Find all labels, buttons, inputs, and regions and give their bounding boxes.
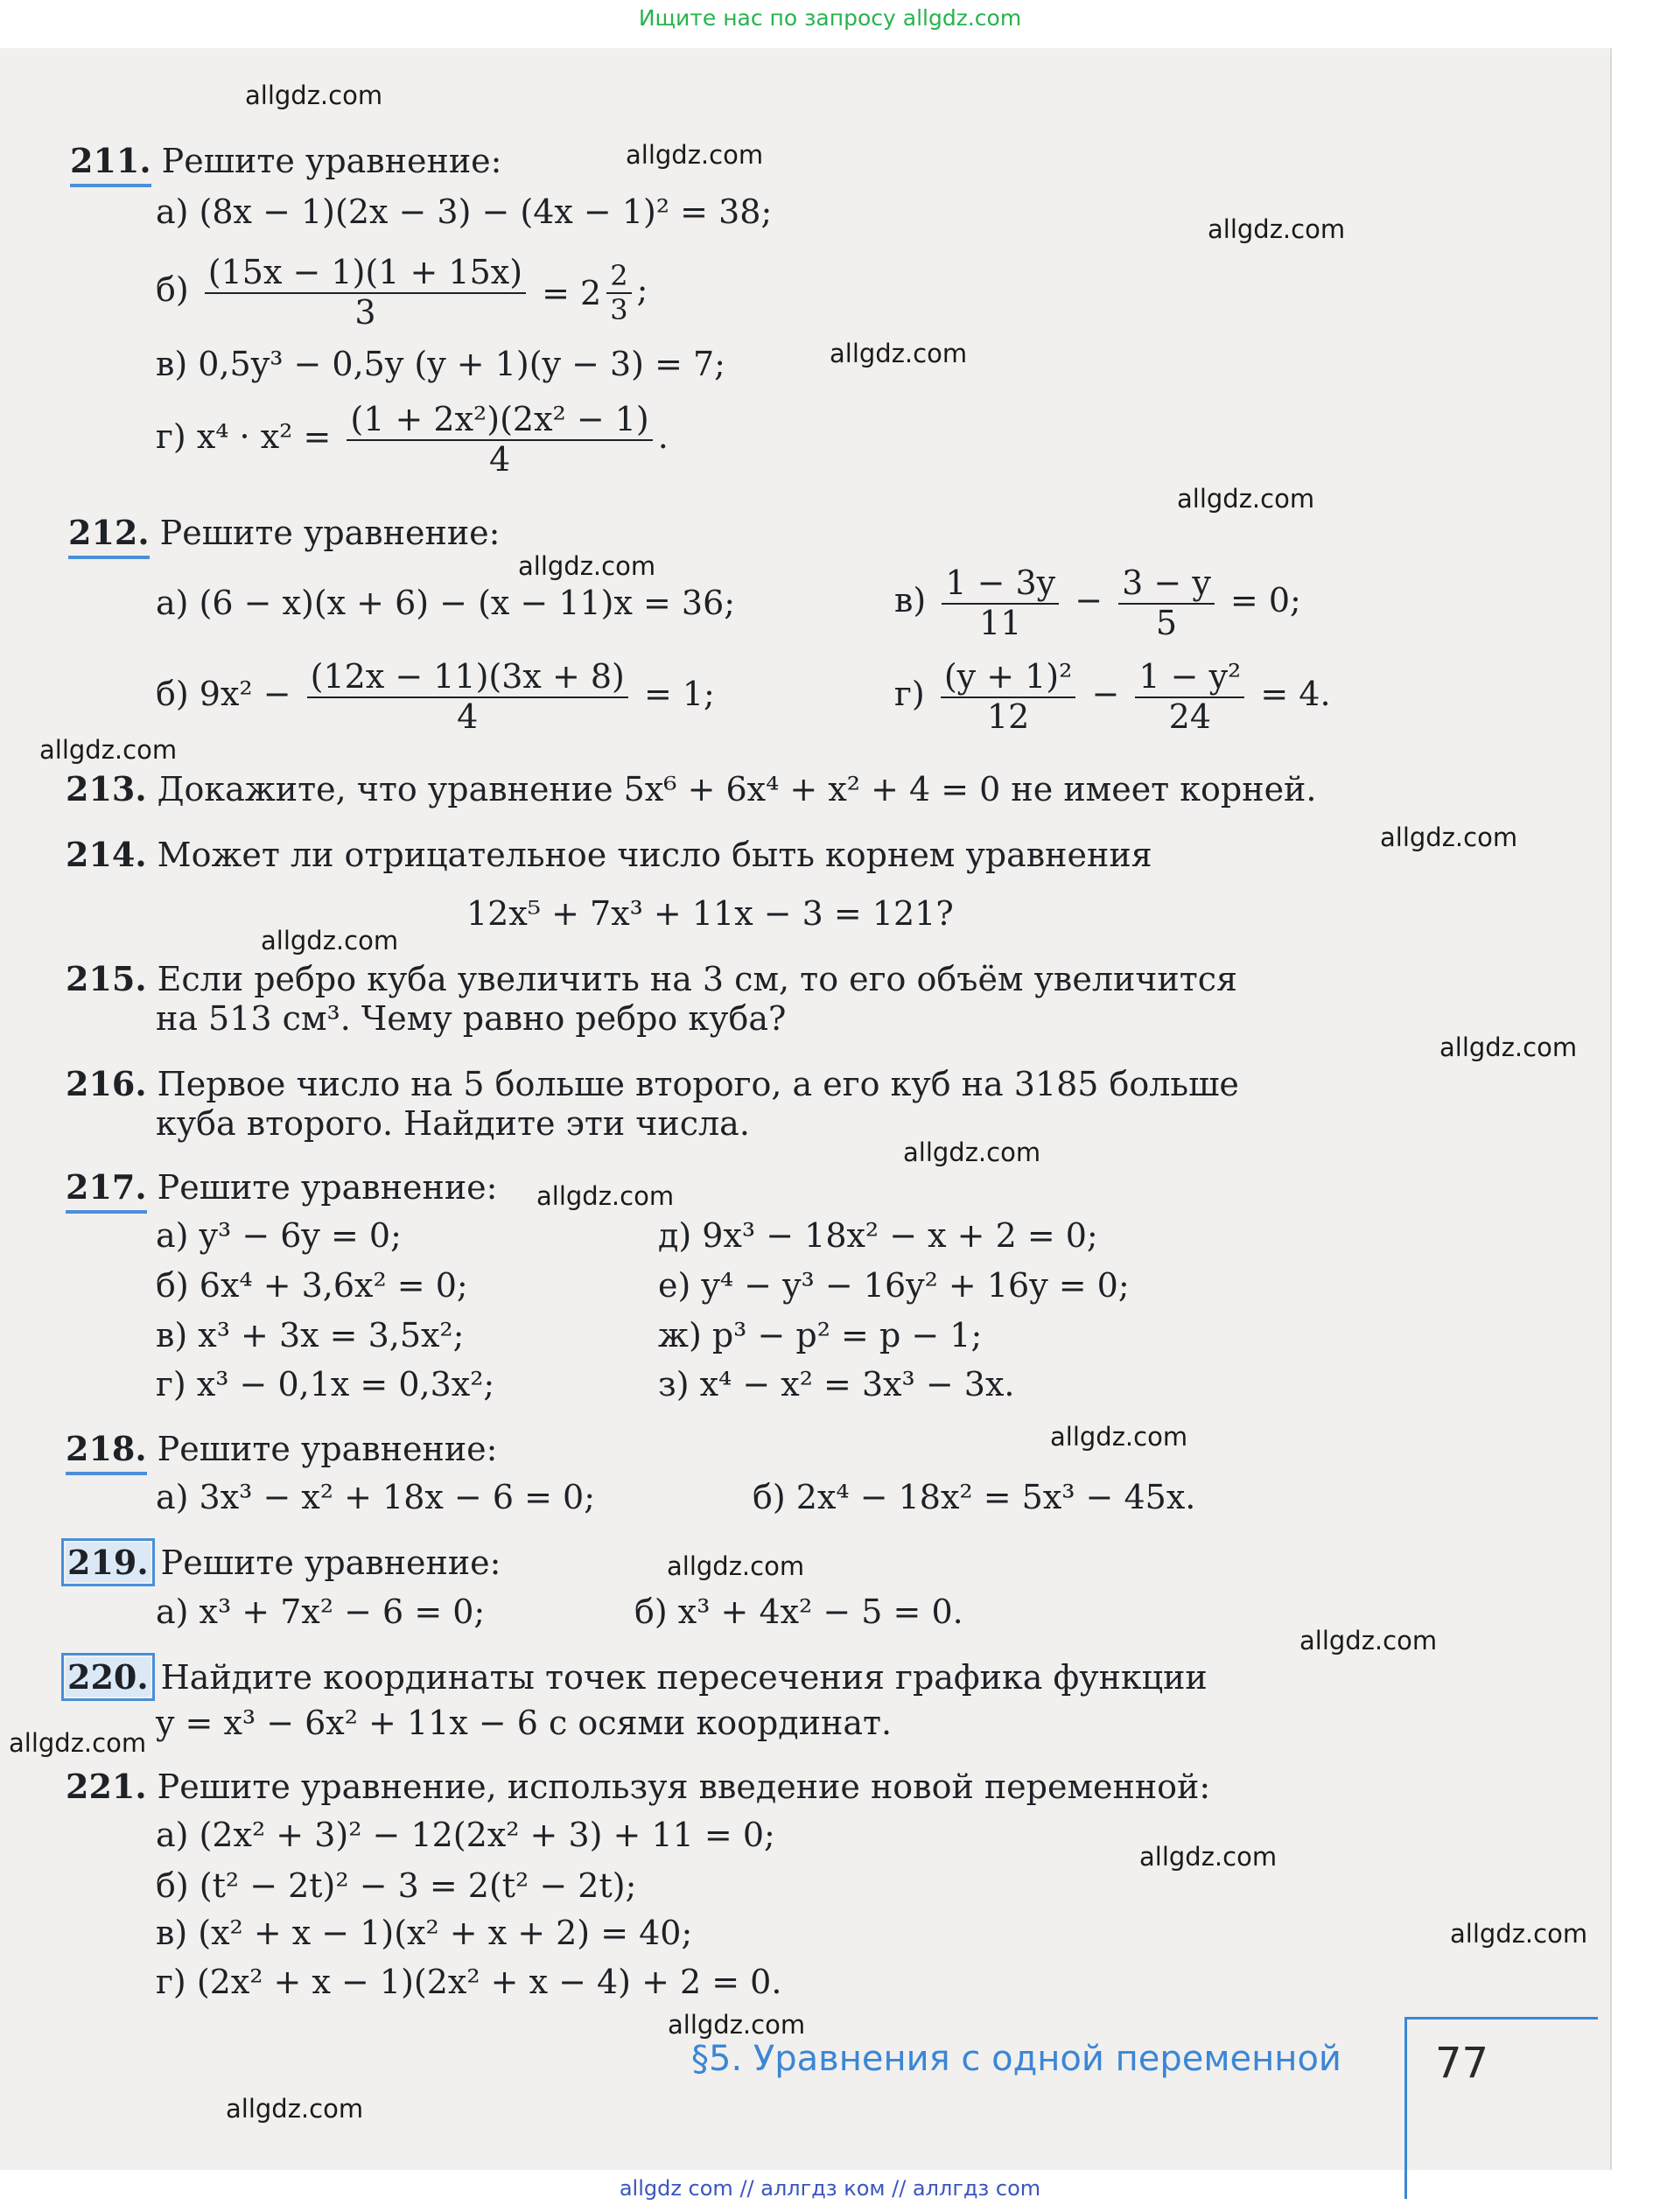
watermark: allgdz.com (830, 339, 968, 368)
mixed-number: = 2 $\frac{2}{3}$ (542, 260, 636, 326)
problem-217-g: г) x³ − 0,1x = 0,3x²; (156, 1365, 495, 1404)
watermark: allgdz.com (1139, 1842, 1278, 1872)
problem-number: 215. (66, 959, 147, 998)
watermark: allgdz.com (9, 1728, 147, 1758)
section-title: §5. Уравнения с одной переменной (691, 2039, 1341, 2079)
problem-number: 220. (67, 1657, 149, 1697)
problem-number: 219. (67, 1543, 149, 1582)
watermark: allgdz.com (1177, 484, 1315, 514)
problem-217-a: а) y³ − 6y = 0; (156, 1216, 402, 1255)
problem-217-e: е) y⁴ − y³ − 16y² + 16y = 0; (658, 1266, 1130, 1305)
problem-221-heading (66, 1767, 1211, 1806)
fraction: $\frac{1 - 3y}{11}$ (942, 564, 1059, 642)
problem-217-z: з) x⁴ − x² = 3x³ − 3x. (658, 1365, 1015, 1404)
page-number-frame (1404, 2017, 1598, 2199)
problem-218-b: б) 2x⁴ − 18x² = 5x³ − 45x. (753, 1478, 1196, 1516)
problem-216: 216. Первое число на 5 больше второго, а его куб на 3185 больше (66, 1064, 1239, 1103)
watermark: allgdz.com (39, 735, 178, 765)
watermark: allgdz.com (1439, 1032, 1578, 1062)
problem-220: 220. Найдите координаты точек пересечения графика функции (67, 1657, 1208, 1697)
problem-217-d: д) 9x³ − 18x² − x + 2 = 0; (658, 1216, 1098, 1255)
fraction: $\frac{\text{(y + 1)²}}{12}$ (941, 658, 1076, 736)
problem-number: 217. (66, 1167, 147, 1207)
problem-212-a: а) (6 − x)(x + 6) − (x − 11)x = 36; (156, 584, 736, 622)
problem-title: Решите уравнение: (157, 1430, 498, 1468)
problem-number: 221. (66, 1767, 147, 1806)
fraction: $\frac{\text{(1 + 2x²)(2x² − 1)}}{4}$ (347, 401, 652, 479)
watermark: allgdz.com (668, 2010, 806, 2040)
watermark: allgdz.com (1208, 214, 1346, 244)
watermark: allgdz.com (1450, 1919, 1588, 1949)
problem-212-g: г) $\frac{\text{(y + 1)²}}{12}$ − $\frac{\text{1 − y²}}{24}$ = 4. (894, 657, 1331, 736)
problem-215-line2: на 513 см³. Чему равно ребро куба? (156, 999, 787, 1038)
top-banner[interactable]: Ищите нас по запросу allgdz.com (638, 5, 1022, 31)
problem-number: 214. (66, 835, 147, 874)
problem-221-b: б) (t² − 2t)² − 3 = 2(t² − 2t); (156, 1866, 637, 1905)
problem-number: 213. (66, 769, 147, 808)
problem-221-v: в) (x² + x − 1)(x² + x + 2) = 40; (156, 1914, 693, 1952)
problem-218-heading (66, 1429, 498, 1468)
problem-211-a: а) (8x − 1)(2x − 3) − (4x − 1)² = 38; (156, 192, 773, 231)
fraction: $\frac{(15x - 1)(1 + 15x)}{3}$ (205, 254, 526, 332)
item-label: б) (156, 270, 189, 310)
problem-212-v: в) $\frac{1 - 3y}{11}$ − $\frac{3 - y}{5}$ = 0; (894, 564, 1301, 642)
watermark: allgdz.com (1299, 1626, 1438, 1656)
watermark: allgdz.com (1050, 1422, 1188, 1452)
page-number: 77 (1435, 2039, 1489, 2088)
problem-217-heading (66, 1167, 498, 1207)
watermark: allgdz.com (626, 140, 764, 170)
problem-220-line2: y = x³ − 6x² + 11x − 6 с осями координат. (156, 1704, 893, 1742)
problem-214: 214. Может ли отрицательное число быть корнем уравнения (66, 835, 1152, 874)
problem-217-zh: ж) p³ − p² = p − 1; (658, 1316, 983, 1354)
problem-211-heading (70, 141, 502, 180)
watermark: allgdz.com (903, 1138, 1041, 1167)
watermark: allgdz.com (261, 926, 399, 956)
problem-number: 212. (68, 513, 150, 552)
problem-number: 218. (66, 1429, 147, 1468)
problem-212-heading (68, 513, 501, 552)
problem-219-heading (66, 1543, 501, 1582)
problem-211-g: г) x⁴ · x² = $\frac{\text{(1 + 2x²)(2x² − 1)}}{4}$ . (156, 400, 669, 479)
watermark: allgdz.com (1380, 822, 1518, 852)
watermark: allgdz.com (245, 80, 383, 110)
problem-title: Решите уравнение: (159, 514, 501, 552)
watermark: allgdz.com (518, 551, 656, 581)
problem-number: 211. (70, 141, 151, 180)
problem-212-b: б) 9x² − $\frac{(12x - 11)(3x + 8)}{4}$ = 1; (156, 657, 715, 736)
problem-218-a: а) 3x³ − x² + 18x − 6 = 0; (156, 1478, 595, 1516)
problem-215: 215. Если ребро куба увеличить на 3 см, то его объём увеличится (66, 959, 1238, 998)
problem-title: Решите уравнение, используя введение новой переменной: (157, 1768, 1211, 1806)
problem-211-v: в) 0,5y³ − 0,5y (y + 1)(y − 3) = 7; (156, 345, 725, 383)
bottom-banner[interactable]: allgdz com // аллгдз ком // аллгдз com (619, 2176, 1041, 2201)
fraction: $\frac{(12x - 11)(3x + 8)}{4}$ (307, 658, 628, 736)
problem-211-b: б) $\frac{(15x - 1)(1 + 15x)}{3}$ = 2 $\frac{2}{3}$ ; (156, 253, 648, 332)
fraction: $\frac{\text{1 − y²}}{24}$ (1135, 658, 1244, 736)
problem-221-g: г) (2x² + x − 1)(2x² + x − 4) + 2 = 0. (156, 1963, 782, 2001)
watermark: allgdz.com (667, 1551, 805, 1581)
watermark: allgdz.com (226, 2094, 364, 2124)
problem-219-a: а) x³ + 7x² − 6 = 0; (156, 1592, 486, 1631)
problem-217-v: в) x³ + 3x = 3,5x²; (156, 1316, 465, 1354)
problem-title: Решите уравнение: (161, 142, 502, 180)
problem-216-line2: куба второго. Найдите эти числа. (156, 1104, 750, 1143)
problem-title: Решите уравнение: (160, 1544, 501, 1582)
problem-214-equation: 12x⁵ + 7x³ + 11x − 3 = 121? (466, 894, 954, 933)
problem-217-b: б) 6x⁴ + 3,6x² = 0; (156, 1266, 468, 1305)
problem-number: 216. (66, 1064, 147, 1103)
problem-213: 213. Докажите, что уравнение 5x⁶ + 6x⁴ + x² + 4 = 0 не имеет корней. (66, 769, 1317, 808)
problem-221-a: а) (2x² + 3)² − 12(2x² + 3) + 11 = 0; (156, 1816, 775, 1854)
fraction: $\frac{3 - y}{5}$ (1118, 564, 1215, 642)
problem-219-b: б) x³ + 4x² − 5 = 0. (634, 1592, 963, 1631)
watermark: allgdz.com (536, 1181, 675, 1211)
problem-title: Решите уравнение: (157, 1168, 498, 1207)
